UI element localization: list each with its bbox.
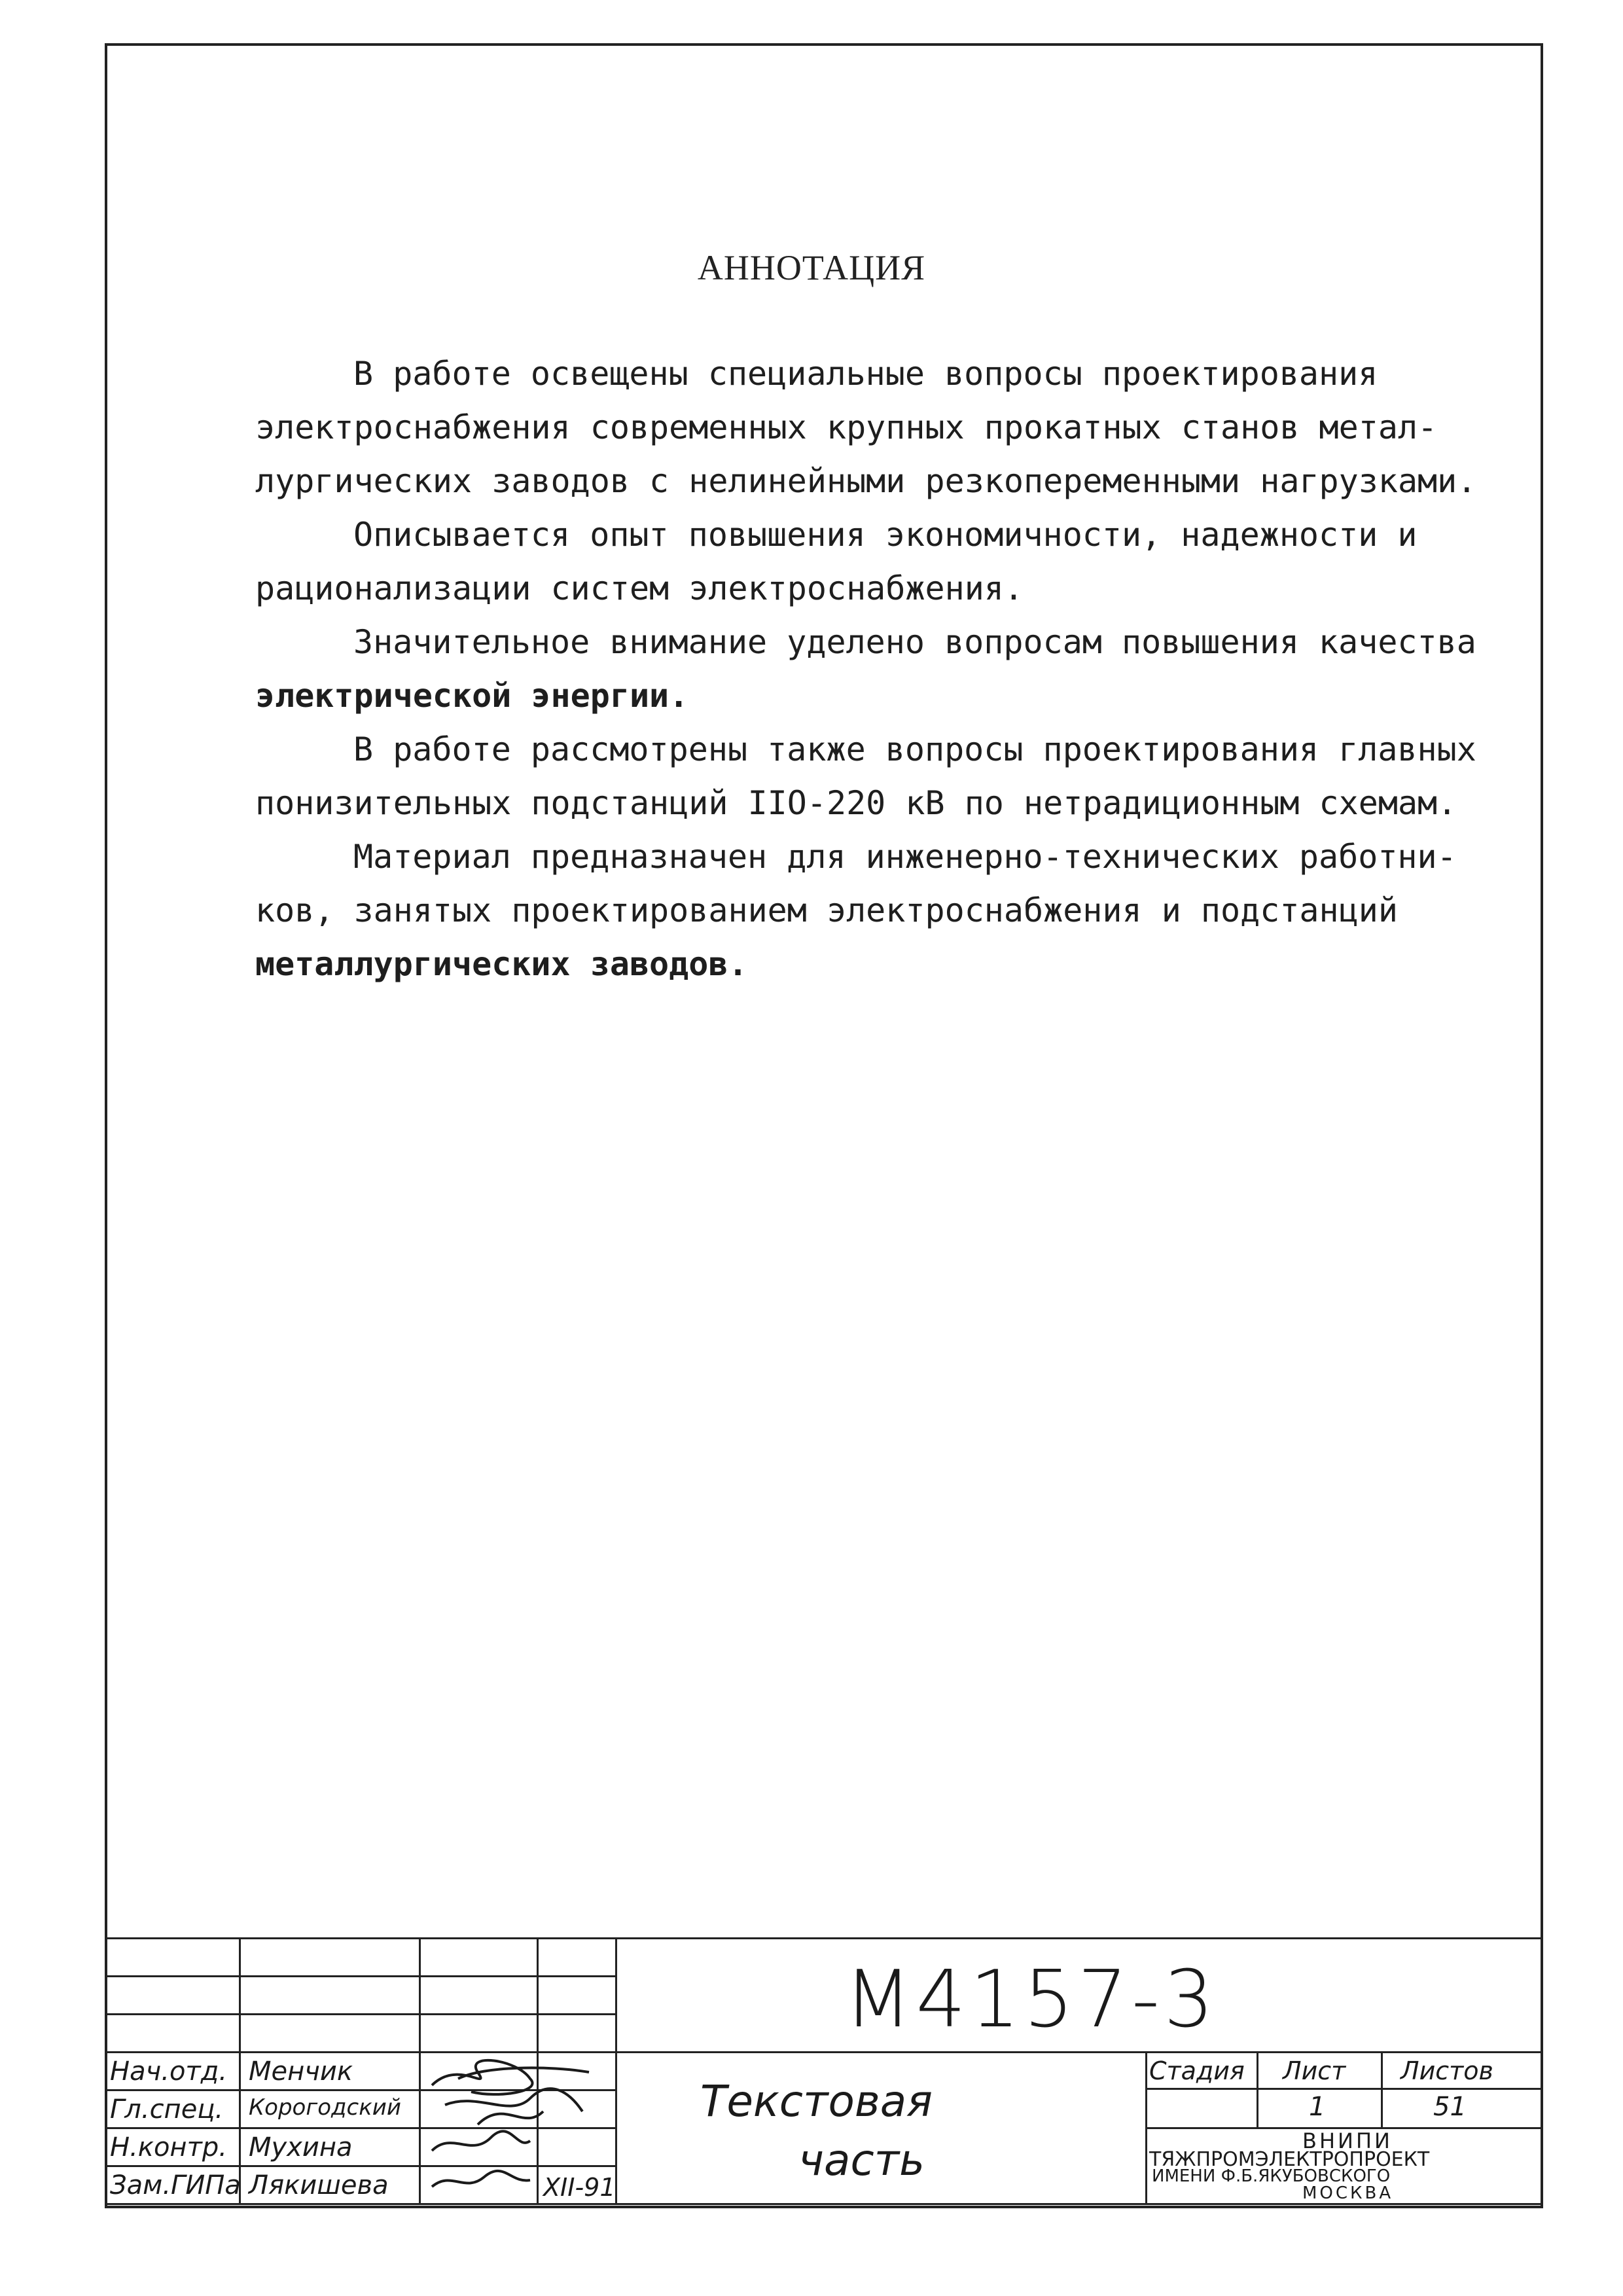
stamp-col-line: [1145, 2051, 1147, 2205]
stamp-row-line: [105, 2013, 615, 2015]
stamp-col-line: [1381, 2051, 1383, 2127]
person-name: Мухина: [249, 2132, 353, 2162]
document-code: М4157-3: [844, 1954, 1218, 2045]
text-line: металлургических заводов.: [255, 945, 748, 983]
text-line: лургических заводов с нелинейными резкопеременными нагрузками.: [255, 462, 1477, 500]
title-block: [105, 1937, 1543, 2206]
stamp-col-line: [239, 1937, 241, 2205]
text-line: понизительных подстанций IIO-220 кВ по нетрадиционным схемам.: [255, 784, 1457, 822]
text-line: электроснабжения современных крупных прокатных станов метал-: [255, 408, 1438, 446]
org-name-line4: МОСКВА: [1302, 2183, 1394, 2203]
part-name-line1: Текстовая: [700, 2076, 933, 2126]
stamp-col-line: [105, 1937, 107, 2205]
org-name-line1: ВНИПИ: [1302, 2128, 1393, 2153]
text-line: В работе рассмотрены также вопросы проектирования главных: [353, 730, 1476, 768]
signatures-image: [419, 2053, 615, 2203]
text-line: электрической энергии.: [255, 677, 689, 715]
role-label: Нач.отд.: [110, 2056, 228, 2087]
stage-header: Стадия: [1149, 2056, 1245, 2085]
stamp-row-line: [105, 2051, 1543, 2053]
stamp-col-line: [1257, 2051, 1258, 2127]
sheets-count: 51: [1433, 2092, 1467, 2122]
sheets-header: Листов: [1400, 2056, 1493, 2085]
stamp-row-line: [1145, 2088, 1543, 2090]
annotation-body: [255, 347, 1512, 991]
person-name: Менчик: [249, 2056, 353, 2087]
role-label: Гл.спец.: [110, 2094, 224, 2125]
person-name: Корогодский: [249, 2094, 401, 2121]
text-line: Материал предназначен для инженерно-технических работни-: [353, 838, 1457, 876]
text-line: В работе освещены специальные вопросы проектирования: [353, 355, 1378, 393]
text-line: Значительное внимание уделено вопросам повышения качества: [353, 623, 1476, 661]
org-name-line2: ТЯЖПРОМЭЛЕКТРОПРОЕКТ: [1149, 2148, 1430, 2171]
text-line: ков, занятых проектированием электроснабжения и подстанций: [255, 891, 1398, 929]
role-label: Н.контр.: [110, 2132, 227, 2162]
sheet-header: Лист: [1283, 2056, 1346, 2085]
stamp-col-line: [615, 1937, 617, 2205]
part-name-line2: часть: [798, 2135, 925, 2185]
document-title: АННОТАЦИЯ: [697, 248, 926, 287]
stamp-bottom-border: [105, 2203, 1543, 2205]
sign-date: XII-91: [543, 2173, 616, 2202]
sheet-number: 1: [1309, 2092, 1326, 2122]
stamp-col-line: [1541, 1937, 1543, 2205]
org-name-line3: ИМЕНИ Ф.Б.ЯКУБОВСКОГО: [1152, 2166, 1391, 2186]
stamp-top-border: [105, 1937, 1543, 1939]
text-line: рационализации систем электроснабжения.: [255, 569, 1024, 607]
role-label: Зам.ГИПа: [110, 2170, 241, 2200]
person-name: Лякишева: [249, 2170, 389, 2200]
stamp-row-line: [105, 1975, 615, 1977]
text-line: Описывается опыт повышения экономичности, надежности и: [353, 516, 1418, 554]
